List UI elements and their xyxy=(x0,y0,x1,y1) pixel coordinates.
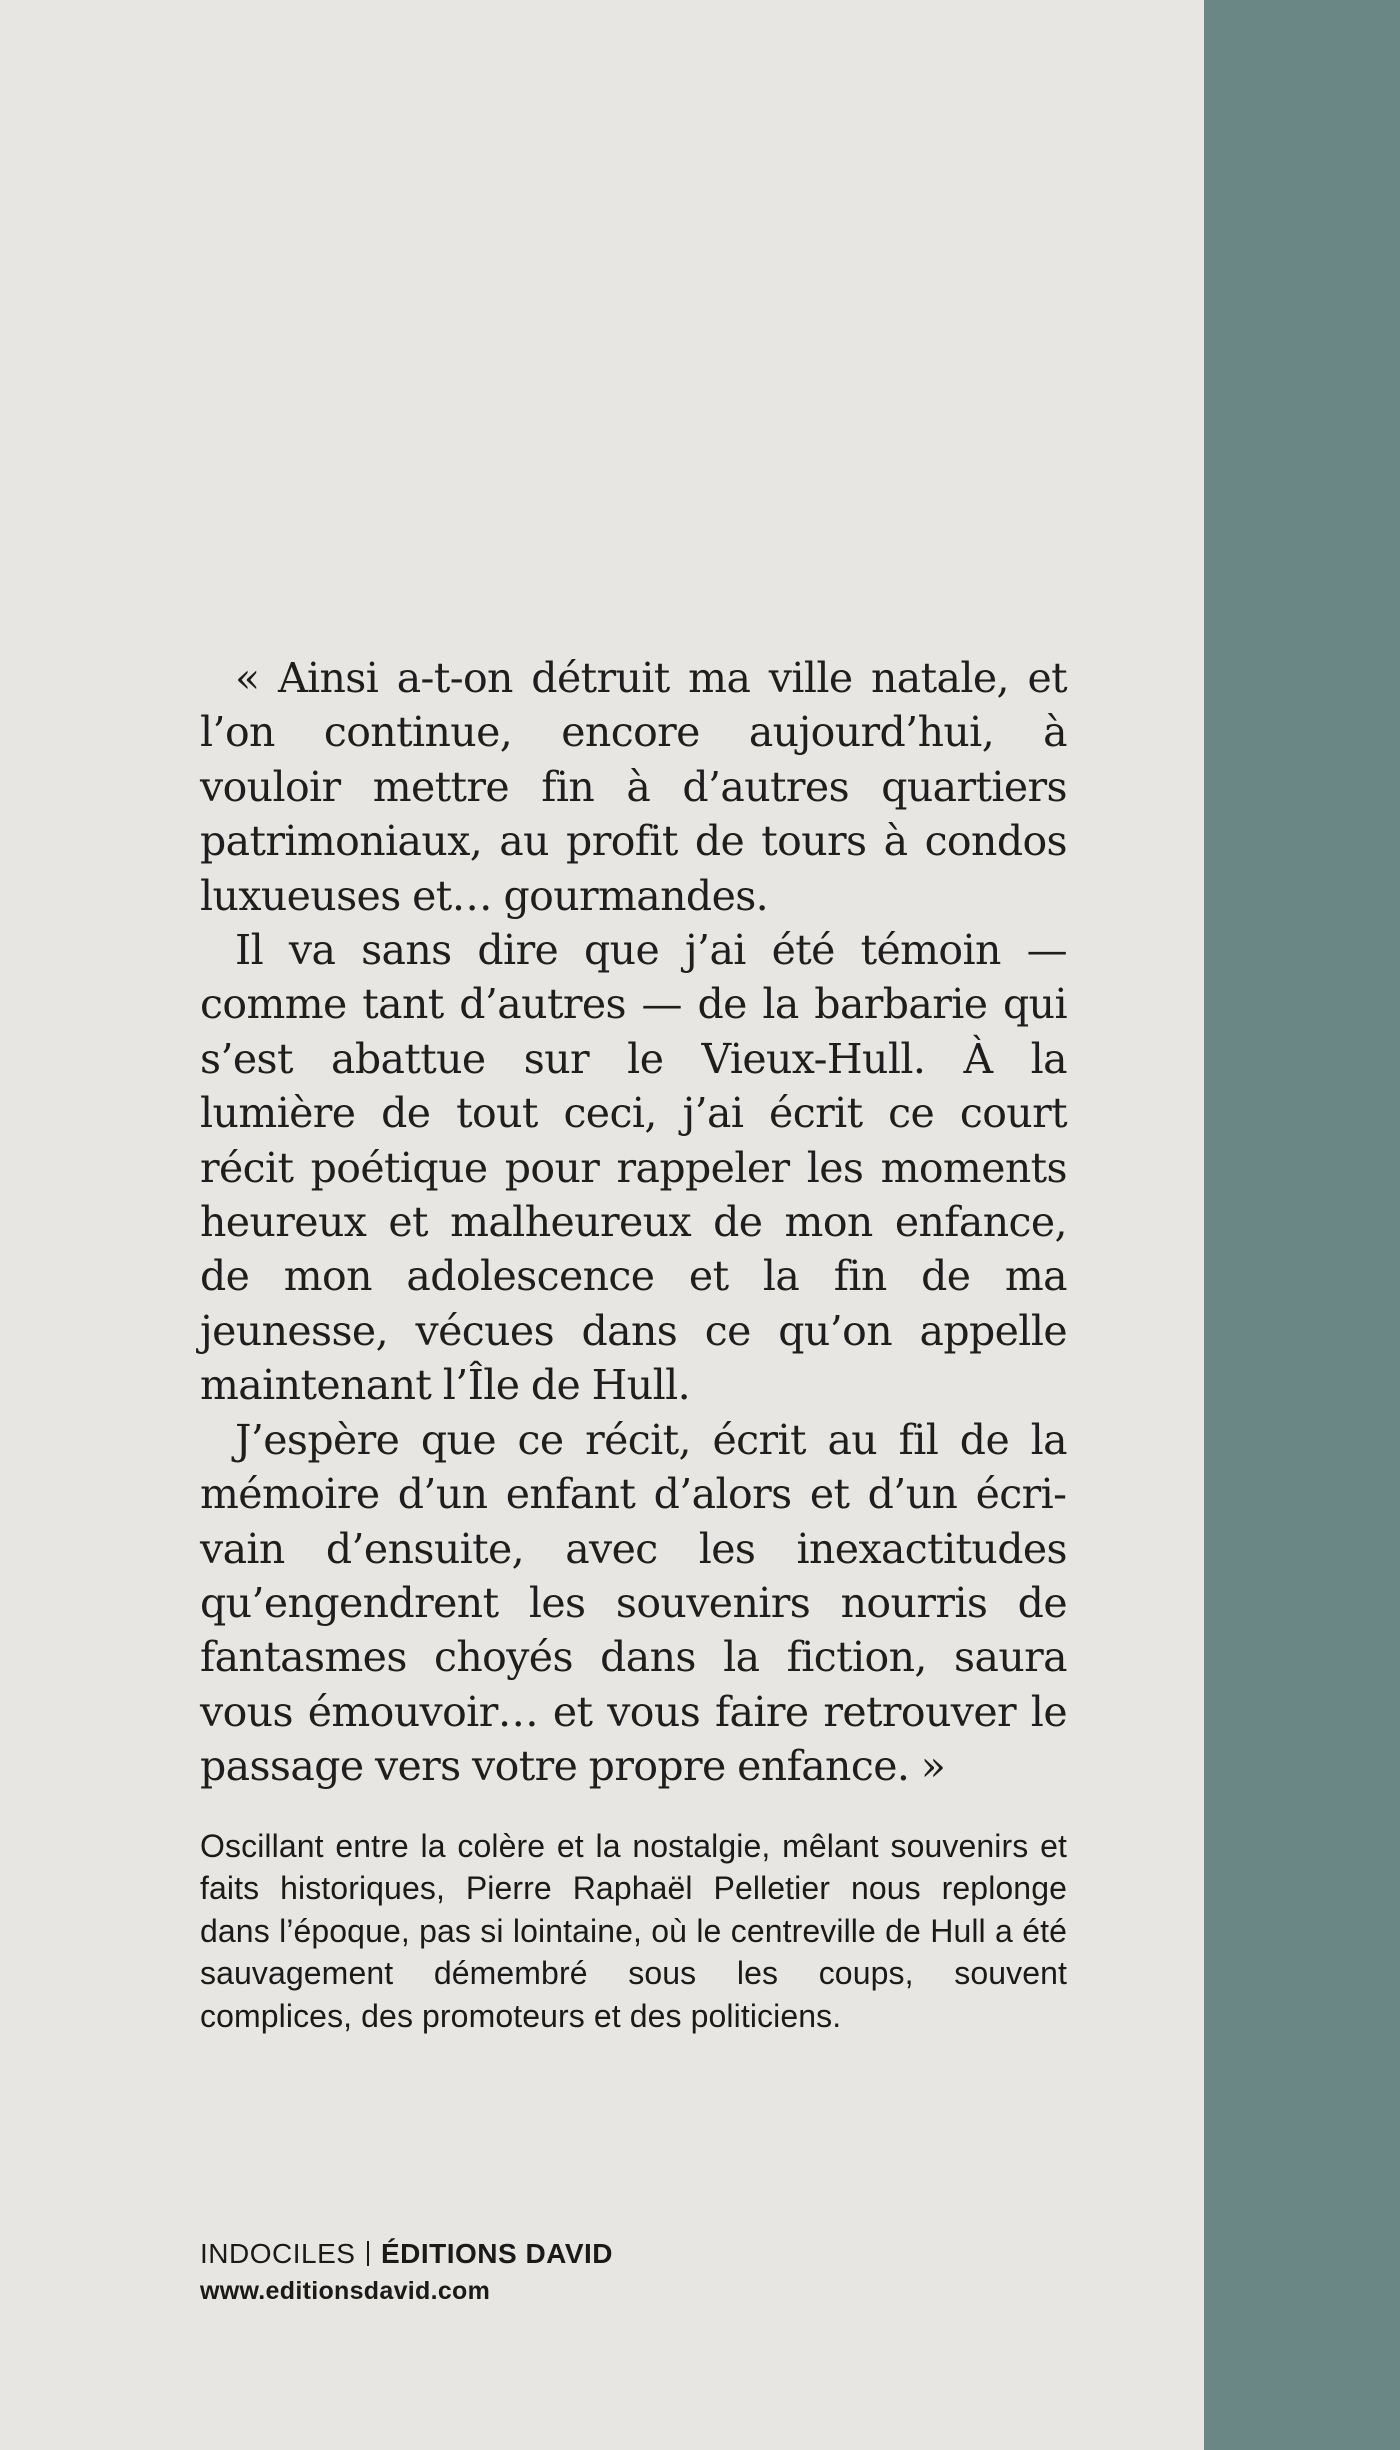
author-quote xyxy=(200,651,1067,1794)
quote-paragraph: Il va sans dire que j’ai été témoin — comme tant d’autres — de la barbarie qui s’est abattue sur le Vieux-Hull. À la lumière de tout ceci, j’ai écrit ce court récit poétique pour rappeler les moments heureux et malheureux de mon enfance, de mon adolescence et la fin de ma jeunesse, vécues dans ce qu’on appelle maintenant l’Île de Hull. xyxy=(200,926,1067,1410)
collection-name: INDOCILES xyxy=(200,2238,356,2269)
publisher-imprint xyxy=(200,2234,613,2308)
spine-color-band xyxy=(1204,0,1400,2450)
imprint-separator xyxy=(367,2241,369,2266)
imprint-line xyxy=(200,2234,613,2274)
publisher-name: ÉDITIONS DAVID xyxy=(380,2238,613,2269)
quote-paragraph: J’espère que ce récit, écrit au fil de la mémoire d’un enfant d’alors et d’un écrivain d’ensuite, avec les inexactitudes qu’engendrent les souvenirs nourris de fantasmes choyés dans la fiction, saura vous émouvoir… et vous faire retrouver le passage vers votre propre enfance. » xyxy=(200,1415,1067,1791)
book-blurb: Oscillant entre la colère et la nostalgie, mêlant souvenirs et faits historiques, Pierre Raphaël Pelletier nous replonge dans l’époque, pas si lointaine, où le centreville de Hull a été sauvagement démembré sous les coups, souvent complices, des promoteurs et des politiciens. xyxy=(200,1828,1067,2034)
publisher-website: www.editionsdavid.com xyxy=(200,2277,491,2305)
quote-paragraph: « Ainsi a-t-on détruit ma ville natale, et l’on continue, encore aujourd’hui, à vouloir mettre fin à d’autres quartiers patrimoniaux, au profit de tours à condos luxueuses et… gourmandes. xyxy=(200,654,1067,920)
